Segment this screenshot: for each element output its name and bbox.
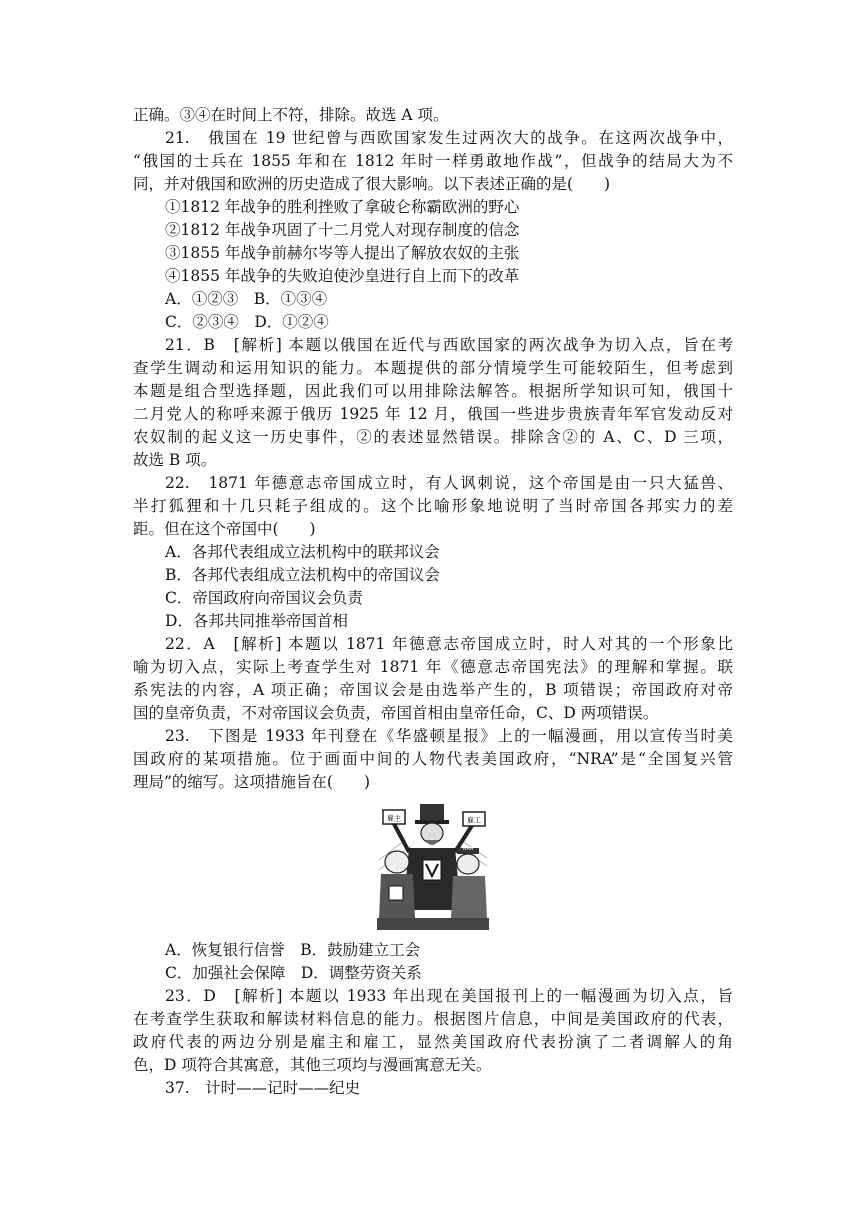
text-line: 政府代表的两边分别是雇主和雇工，显然美国政府代表扮演了二者调解人的角 [133,1033,733,1051]
option-b: B．各邦代表组成立法机构中的帝国议会 [165,566,440,584]
text-line: 正确。③④在时间上不符，排除。故选 A 项。 [133,106,449,124]
text-line: 国的皇帝负责，不对帝国议会负责，帝国首相由皇帝任命，C、D 两项错误。 [133,704,659,722]
option-c: C．帝国政府向帝国议会负责 [165,589,363,607]
text-line: 距。但在这个帝国中( ) [133,520,316,538]
answer-21-analysis: 21．B [解析] 本题以俄国在近代与西欧国家的两次战争为切入点，旨在考 [165,336,733,354]
text-line: 故选 B 项。 [133,451,217,469]
option-d: D．各邦共同推举帝国首相 [165,612,348,630]
text-line: 理局”的缩写。这项措施旨在( ) [133,773,371,791]
text-line: 农奴制的起义这一历史事件，②的表述显然错误。排除含②的 A、C、D 三项， [133,428,733,446]
option-a: A．各邦代表组成立法机构中的联邦议会 [165,543,440,561]
text-line: “俄国的士兵在 1855 年和在 1812 年时一样勇敢地作战”，但战争的结局大为不 [133,152,733,170]
nra-badge-label: NRA [462,846,474,852]
answer-choices: C．②③④ D．①②④ [165,313,329,331]
option-item: ③1855 年战争前赫尔岑等人提出了解放农奴的主张 [165,244,520,262]
answer-choices: A．①②③ B．①③④ [165,290,328,308]
option-item: ①1812 年战争的胜利挫败了拿破仑称霸欧洲的野心 [165,198,520,216]
sign-left-label: 雇主 [387,814,401,823]
nra-cartoon-image [375,800,491,932]
sign-right-label: 雇工 [467,816,481,825]
option-line-ab: A．恢复银行信誉 B．鼓励建立工会 [165,941,421,959]
text-line: 在考查学生获取和解读材料信息的能力。根据图片信息，中间是美国政府的代表， [133,1010,733,1028]
option-item: ②1812 年战争巩固了十二月党人对现存制度的信念 [165,221,520,239]
text-line: 国政府的某项措施。位于画面中间的人物代表美国政府，“NRA”是“全国复兴管 [133,750,733,768]
text-line: 同，并对俄国和欧洲的历史造成了很大影响。以下表述正确的是( ) [133,175,611,193]
option-line-cd: C．加强社会保障 D．调整劳资关系 [165,964,422,982]
question-23-stem: 23. 下图是 1933 年刊登在《华盛顿星报》上的一幅漫画，用以宣传当时美 [165,727,733,745]
option-item: ④1855 年战争的失败迫使沙皇进行自上而下的改革 [165,267,520,285]
question-37-title: 37. 计时——记时——纪史 [165,1079,361,1097]
answer-22-analysis: 22．A [解析] 本题以 1871 年德意志帝国成立时，时人对其的一个形象比 [165,635,733,653]
text-line: 系宪法的内容，A 项正确；帝国议会是由选举产生的，B 项错误；帝国政府对帝 [133,681,733,699]
text-line: 查学生调动和运用知识的能力。本题提供的部分情境学生可能较陌生，但考虑到 [133,359,733,377]
question-21-stem: 21. 俄国在 19 世纪曾与西欧国家发生过两次大的战争。在这两次战争中， [165,129,733,147]
text-line: 本题是组合型选择题，因此我们可以用排除法解答。根据所学知识可知，俄国十 [133,382,733,400]
text-line: 半打狐狸和十几只耗子组成的。这个比喻形象地说明了当时帝国各邦实力的差 [133,497,733,515]
answer-23-analysis: 23．D [解析] 本题以 1933 年出现在美国报刊上的一幅漫画为切入点，旨 [165,987,733,1005]
text-line: 色，D 项符合其寓意，其他三项均与漫画寓意无关。 [133,1056,492,1074]
text-line: 喻为切入点，实际上考查学生对 1871 年《德意志帝国宪法》的理解和掌握。联 [133,658,733,676]
question-22-stem: 22. 1871 年德意志帝国成立时，有人讽刺说，这个帝国是由一只大猛兽、 [165,474,733,492]
text-line: 二月党人的称呼来源于俄历 1925 年 12 月，俄国一些进步贵族青年军官发动反对 [133,405,733,423]
